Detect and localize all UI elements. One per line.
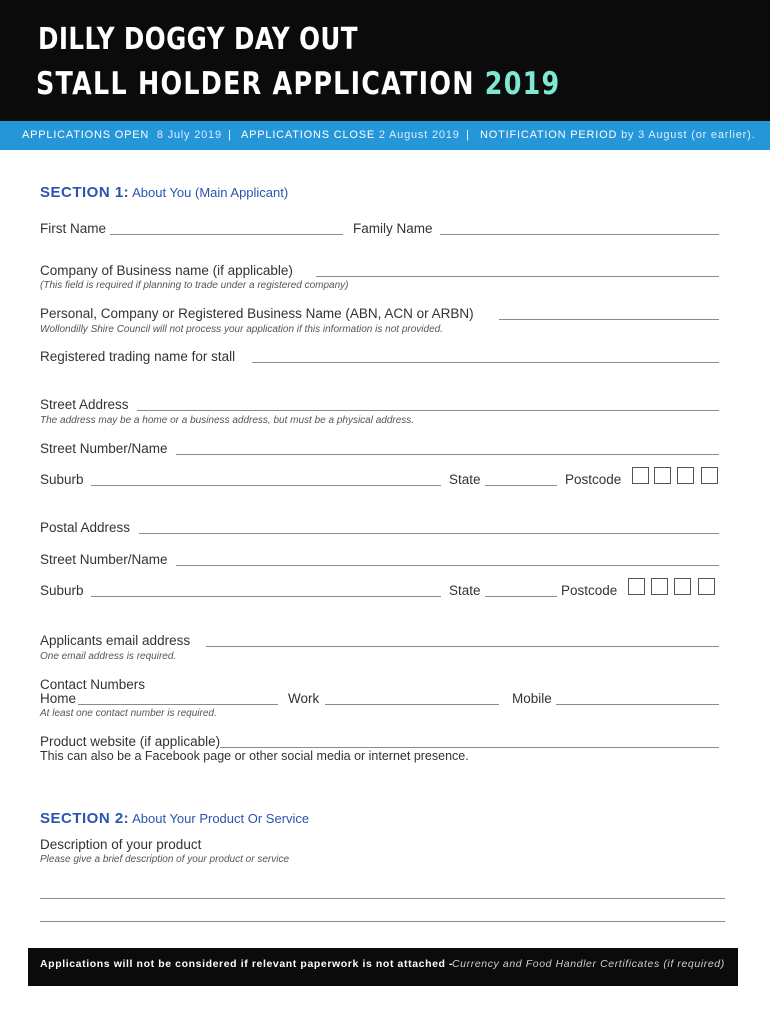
work-phone-field[interactable] <box>325 704 499 705</box>
footer-notice <box>28 948 738 986</box>
suburb-field[interactable] <box>91 485 441 486</box>
postal-address-field[interactable] <box>139 533 719 534</box>
contact-numbers-label: Contact Numbers <box>40 677 146 692</box>
postcode-label: Postcode <box>565 472 622 487</box>
footer-italic-text: Currency and Food Handler Certificates (if required) <box>452 958 725 970</box>
notification-info <box>480 121 755 150</box>
event-title: DILLY DOGGY DAY OUT <box>38 22 358 57</box>
postcode-box[interactable] <box>632 467 649 484</box>
suburb-label: Suburb <box>40 472 84 487</box>
postal-postcode-box[interactable] <box>628 578 645 595</box>
website-field[interactable] <box>220 747 719 748</box>
home-phone-field[interactable] <box>78 704 278 705</box>
postal-state-field[interactable] <box>485 596 557 597</box>
email-label: Applicants email address <box>40 633 191 648</box>
abn-label: Personal, Company or Registered Business Name (ABN, ACN or ARBN) <box>40 306 474 321</box>
company-note: (This field is required if planning to trade under a registered company) <box>40 280 349 291</box>
separator: | <box>228 129 232 141</box>
mobile-phone-field[interactable] <box>556 704 719 705</box>
section1-subheading: About You (Main Applicant) <box>132 185 289 200</box>
close-date: 2 August 2019 <box>378 129 460 141</box>
close-info <box>241 121 460 150</box>
work-label: Work <box>288 691 320 706</box>
street-address-note: The address may be a home or a business address, but must be a physical address. <box>40 415 415 426</box>
mobile-label: Mobile <box>512 691 552 706</box>
postal-street-number-field[interactable] <box>176 565 719 566</box>
first-name-label: First Name <box>40 221 107 236</box>
section2-subheading: About Your Product Or Service <box>132 811 310 826</box>
form-title <box>36 66 560 102</box>
trading-name-label: Registered trading name for stall <box>40 349 236 364</box>
description-note: Please give a brief description of your product or service <box>40 854 290 865</box>
postal-postcode-label: Postcode <box>561 583 618 598</box>
postal-suburb-label: Suburb <box>40 583 84 598</box>
trading-name-field[interactable] <box>252 362 719 363</box>
postal-state-label: State <box>449 583 481 598</box>
street-number-label: Street Number/Name <box>40 441 168 456</box>
family-name-field[interactable] <box>440 234 719 235</box>
footer-bold-text: Applications will not be considered if relevant paperwork is not attached - <box>40 958 454 970</box>
header-banner <box>0 0 770 121</box>
postcode-box[interactable] <box>654 467 671 484</box>
form-title-text: STALL HOLDER APPLICATION <box>36 66 475 102</box>
website-note: This can also be a Facebook page or other social media or internet presence. <box>40 749 469 763</box>
section2-number: SECTION 2: <box>40 810 130 827</box>
first-name-field[interactable] <box>110 234 343 235</box>
street-address-field[interactable] <box>137 410 719 411</box>
company-field[interactable] <box>316 276 719 277</box>
abn-note: Wollondilly Shire Council will not process your application if this information is not provided. <box>40 324 443 335</box>
website-label: Product website (if applicable) <box>40 734 221 749</box>
state-field[interactable] <box>485 485 557 486</box>
open-info <box>22 121 222 150</box>
dates-bar <box>0 121 770 150</box>
open-date: 8 July 2019 <box>156 129 222 141</box>
description-line[interactable] <box>40 921 725 922</box>
company-label: Company of Business name (if applicable) <box>40 263 293 278</box>
postal-postcode-box[interactable] <box>651 578 668 595</box>
open-label: APPLICATIONS OPEN <box>22 129 150 141</box>
postcode-box[interactable] <box>701 467 718 484</box>
email-field[interactable] <box>206 646 719 647</box>
abn-field[interactable] <box>499 319 719 320</box>
street-address-label: Street Address <box>40 397 129 412</box>
email-note: One email address is required. <box>40 651 177 662</box>
postal-address-label: Postal Address <box>40 520 131 535</box>
contact-note: At least one contact number is required. <box>40 708 217 719</box>
street-number-field[interactable] <box>176 454 719 455</box>
postal-postcode-box[interactable] <box>674 578 691 595</box>
state-label: State <box>449 472 481 487</box>
section1-number: SECTION 1: <box>40 184 130 201</box>
postal-postcode-box[interactable] <box>698 578 715 595</box>
postcode-box[interactable] <box>677 467 694 484</box>
notification-label: NOTIFICATION PERIOD <box>480 129 618 141</box>
home-label: Home <box>40 691 77 706</box>
description-line[interactable] <box>40 898 725 899</box>
postal-suburb-field[interactable] <box>91 596 441 597</box>
form-year: 2019 <box>484 66 561 102</box>
notification-date: by 3 August (or earlier). <box>621 129 756 141</box>
close-label: APPLICATIONS CLOSE <box>241 129 376 141</box>
postal-street-number-label: Street Number/Name <box>40 552 168 567</box>
section1-heading <box>40 184 288 201</box>
family-name-label: Family Name <box>353 221 433 236</box>
section2-heading <box>40 810 309 827</box>
separator: | <box>466 129 470 141</box>
description-label: Description of your product <box>40 837 202 852</box>
